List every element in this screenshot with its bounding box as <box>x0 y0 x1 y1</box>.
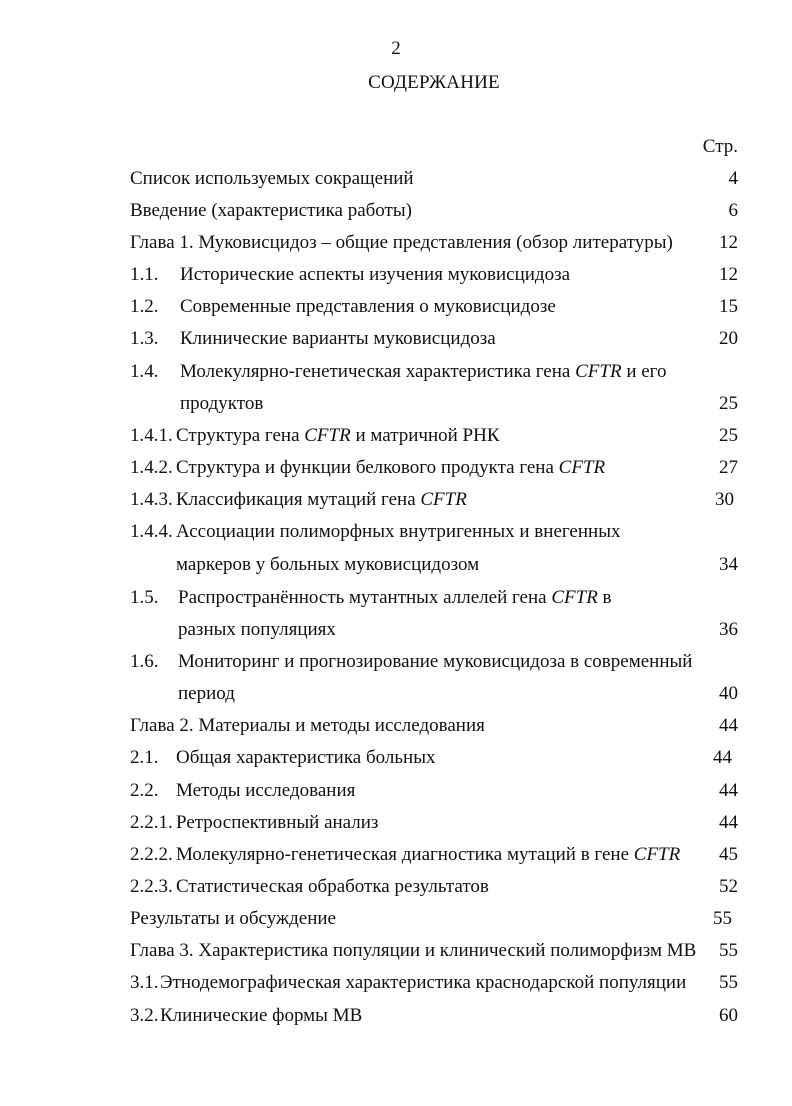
toc-entry-number: 2.2. <box>130 780 159 801</box>
toc-entry-text: Распространённость мутантных аллелей гена CFTR в <box>178 587 612 608</box>
toc-entry-text: Молекулярно-генетическая характеристика гена CFTR и его <box>180 361 667 382</box>
toc-entry <box>130 1003 738 1029</box>
toc-entry-text: Мониторинг и прогнозирование муковисцидоза в современный <box>178 651 693 672</box>
gene-name: CFTR <box>633 844 681 865</box>
toc-entry-page: 15 <box>719 296 738 317</box>
toc-entry-page: 30 <box>715 489 734 510</box>
toc-entry <box>130 713 738 739</box>
toc-entry-page: 60 <box>719 1005 738 1026</box>
toc-entry-page: 45 <box>719 844 738 865</box>
gene-name: CFTR <box>420 489 467 510</box>
toc-entry-page: 25 <box>719 425 738 446</box>
toc-entry-page: 34 <box>719 554 738 575</box>
toc-entry-text: Молекулярно-генетическая диагностика мутаций в гене CFTR <box>176 844 681 865</box>
toc-entry-number: 1.5. <box>130 587 159 608</box>
toc-entry-text: Глава 1. Муковисцидоз – общие представления (обзор литературы) <box>130 232 673 253</box>
toc-entry-page: 44 <box>719 780 738 801</box>
toc-entry-page: 44 <box>719 715 738 736</box>
toc-entry-text-continued: маркеров у больных муковисцидозом <box>176 554 480 575</box>
toc-entry-number: 3.2. <box>130 1005 159 1026</box>
toc-entry-text: Результаты и обсуждение <box>130 908 336 929</box>
toc-entry <box>130 423 738 449</box>
toc-entry <box>130 198 738 224</box>
toc-entry-continuation <box>130 391 738 417</box>
toc-entry-text: Глава 3. Характеристика популяции и клинический полиморфизм МВ <box>130 940 697 961</box>
toc-entry-text: Ассоциации полиморфных внутригенных и внегенных <box>176 521 621 542</box>
toc-entry-page: 52 <box>719 876 738 897</box>
toc-entry-text-continued: разных популяциях <box>178 619 336 640</box>
toc-entry-number: 1.4.1. <box>130 425 173 446</box>
toc-entry <box>130 166 738 192</box>
toc-entry-page: 55 <box>713 908 732 929</box>
toc-entry <box>130 359 738 385</box>
toc-entry-text-continued: период <box>178 683 235 704</box>
toc-entry <box>130 810 738 836</box>
toc-entry-number: 3.1. <box>130 972 159 993</box>
toc-entry-continuation <box>130 681 738 707</box>
toc-entry-number: 1.4.2. <box>130 457 173 478</box>
toc-entry-number: 1.4.4. <box>130 521 173 542</box>
toc-entry-page: 27 <box>719 457 738 478</box>
toc-entry <box>130 326 738 352</box>
toc-entry <box>130 778 738 804</box>
toc-entry <box>130 455 738 481</box>
toc-entry-number: 1.2. <box>130 296 159 317</box>
toc-entry-page: 44 <box>719 812 738 833</box>
toc-entry-text: Ретроспективный анализ <box>176 812 379 833</box>
toc-entry <box>130 294 738 320</box>
toc-entry-text: Клинические формы МВ <box>160 1005 363 1026</box>
toc-entry-page: 40 <box>719 683 738 704</box>
toc-entry <box>130 262 738 288</box>
toc-entry-text: Этнодемографическая характеристика краснодарской популяции <box>160 972 687 993</box>
toc-entry-text: Структура гена CFTR и матричной РНК <box>176 425 500 446</box>
toc-entry-number: 2.2.1. <box>130 812 173 833</box>
toc-entry-text: Общая характеристика больных <box>176 747 436 768</box>
toc-entry-number: 2.2.3. <box>130 876 173 897</box>
gene-name: CFTR <box>551 587 598 608</box>
toc-entry <box>130 230 738 256</box>
toc-entry-number: 1.1. <box>130 264 159 285</box>
toc-entry-continuation <box>130 552 738 578</box>
toc-entry-number: 1.6. <box>130 651 159 672</box>
toc-entry-text: Статистическая обработка результатов <box>176 876 489 897</box>
toc-entry <box>130 487 738 513</box>
toc-entry <box>130 745 738 771</box>
toc-entry-page: 44 <box>713 747 732 768</box>
toc-entry <box>130 585 738 611</box>
toc-entry <box>130 970 738 996</box>
toc-entry-page: 55 <box>719 940 738 961</box>
gene-name: CFTR <box>304 425 351 446</box>
toc-entry-text: Исторические аспекты изучения муковисцидоза <box>180 264 571 285</box>
toc-entry-continuation <box>130 617 738 643</box>
toc-entry-page: 25 <box>719 393 738 414</box>
page-column-header: Стр. <box>702 136 738 157</box>
toc-entry-text-continued: продуктов <box>180 393 264 414</box>
toc-entry-page: 55 <box>719 972 738 993</box>
toc-entry <box>130 906 738 932</box>
toc-entry-text: Структура и функции белкового продукта гена CFTR <box>176 457 606 478</box>
toc-entry-text: Глава 2. Материалы и методы исследования <box>130 715 485 736</box>
toc-entry-text: Классификация мутаций гена CFTR <box>176 489 467 510</box>
toc-entry-number: 2.2.2. <box>130 844 173 865</box>
toc-entry <box>130 649 738 675</box>
toc-entry-number: 1.4.3. <box>130 489 173 510</box>
gene-name: CFTR <box>558 457 606 478</box>
toc-entry-page: 4 <box>728 168 738 189</box>
toc-entry <box>130 842 738 868</box>
toc-entry <box>130 938 738 964</box>
toc-entry-number: 1.3. <box>130 328 159 349</box>
page-title: СОДЕРЖАНИЕ <box>368 72 500 93</box>
toc-entry-page: 36 <box>719 619 738 640</box>
toc-entry-number: 1.4. <box>130 361 159 382</box>
toc-entry-text: Клинические варианты муковисцидоза <box>180 328 496 349</box>
toc-entry-page: 12 <box>719 264 738 285</box>
toc-entry-text: Введение (характеристика работы) <box>130 200 412 221</box>
toc-entry <box>130 519 738 545</box>
toc-entry-text: Современные представления о муковисцидозе <box>180 296 556 317</box>
toc-entry-number: 2.1. <box>130 747 159 768</box>
toc-entry-page: 12 <box>719 232 738 253</box>
toc-entry-text: Список используемых сокращений <box>130 168 414 189</box>
toc-entry <box>130 874 738 900</box>
page-number: 2 <box>391 38 401 59</box>
gene-name: CFTR <box>575 361 622 382</box>
toc-entry-page: 6 <box>728 200 738 221</box>
toc-entry-text: Методы исследования <box>176 780 356 801</box>
toc-entry-page: 20 <box>719 328 738 349</box>
